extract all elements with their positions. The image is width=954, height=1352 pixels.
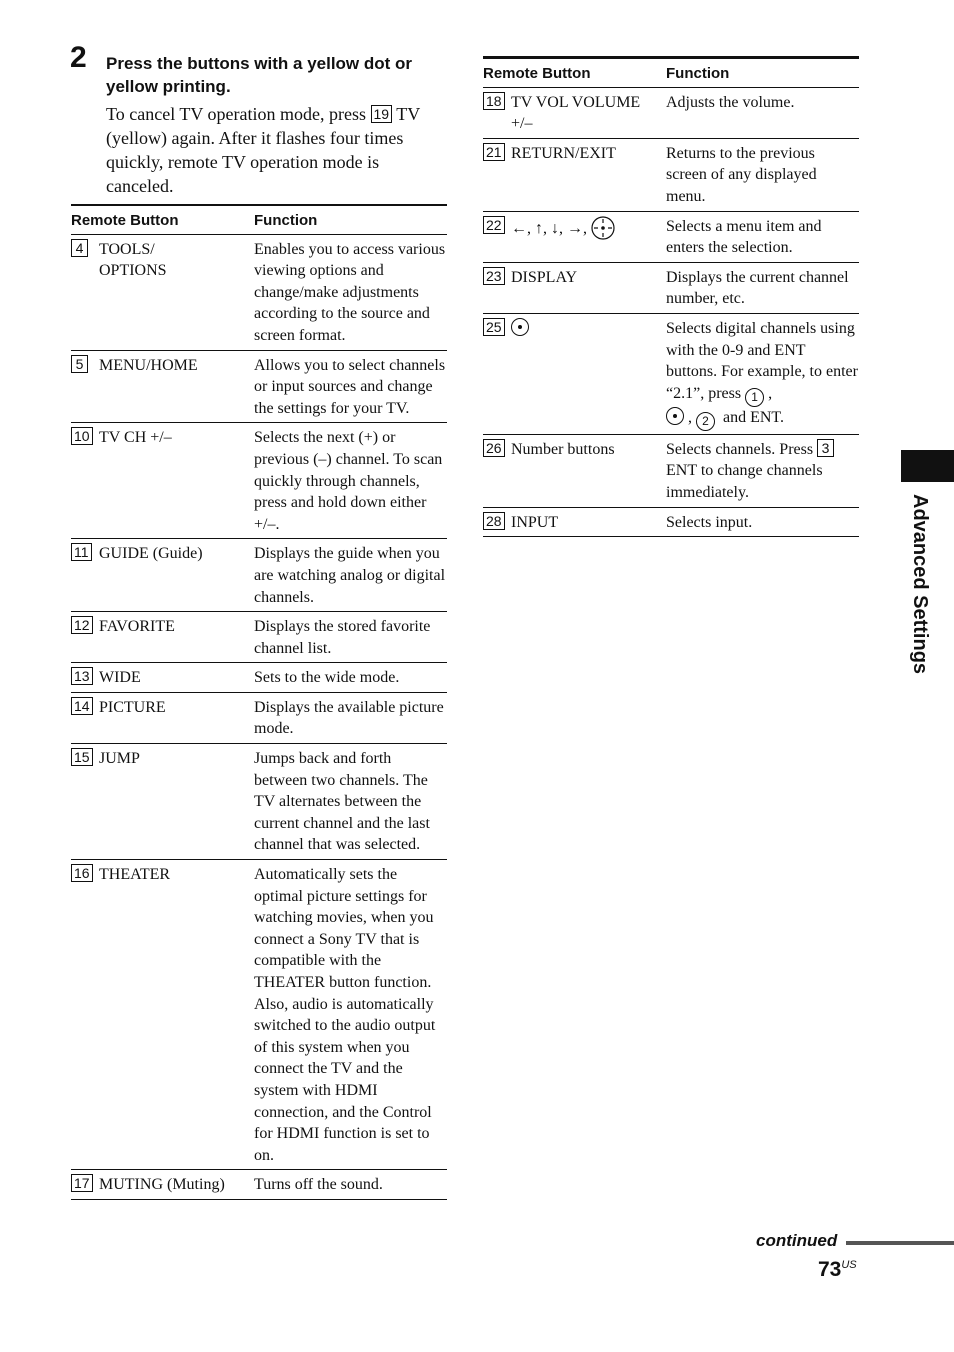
step-number: 2	[70, 41, 87, 74]
remote-button-table-right	[483, 56, 859, 537]
function-part: and ENT.	[723, 408, 785, 426]
table-row	[71, 860, 447, 1170]
button-ref-19: 19	[371, 105, 393, 123]
table-row	[71, 692, 447, 743]
button-label: JUMP	[99, 750, 140, 768]
function-text: Displays the available picture mode.	[254, 692, 447, 743]
step-body	[106, 102, 451, 198]
joystick-enter-icon	[591, 216, 615, 240]
function-text: Selects the next (+) or previous (–) channel. To scan quickly through channels, press and hold down either +/–.	[254, 423, 447, 539]
button-label: WIDE	[99, 669, 141, 687]
step-text-after: TV (yellow) again. After it flashes four times quickly, remote TV operation mode is canceled.	[106, 104, 420, 196]
function-part: Selects digital channels using with the 0-9 and ENT buttons. For example, to enter “2.1”, press	[666, 319, 858, 402]
function-part: ,	[768, 384, 773, 402]
button-number: 25	[483, 318, 505, 336]
table-row	[71, 744, 447, 860]
function-text: Jumps back and forth between two channels. The TV alternates between the current channel and the last channel that was selected.	[254, 744, 447, 860]
button-number: 18	[483, 92, 505, 110]
function-text: Selects a menu item and enters the selection.	[666, 211, 859, 262]
section-side-label: Advanced Settings	[909, 494, 931, 675]
button-number: 17	[71, 1174, 93, 1192]
button-label: INPUT	[511, 513, 559, 531]
function-text: Sets to the wide mode.	[254, 663, 447, 693]
button-label: FAVORITE	[99, 618, 175, 636]
button-label: MENU/HOME	[99, 356, 198, 374]
function-text: Allows you to select channels or input sources and change the settings for your TV.	[254, 350, 447, 423]
button-label: GUIDE (Guide)	[99, 545, 203, 563]
function-part: ,	[688, 408, 692, 426]
header-remote-button: Remote Button	[483, 58, 666, 88]
table-row	[483, 138, 859, 211]
table-row	[71, 612, 447, 663]
function-text	[666, 434, 859, 507]
function-text: Enables you to access various viewing options and change/make adjustments according to the source and screen format.	[254, 234, 447, 350]
page-number	[818, 1258, 857, 1282]
header-function: Function	[254, 205, 447, 234]
header-remote-button: Remote Button	[71, 205, 254, 234]
button-number: 4	[71, 239, 88, 257]
function-text	[666, 313, 859, 434]
function-text: Turns off the sound.	[254, 1170, 447, 1200]
function-text: Returns to the previous screen of any displayed menu.	[666, 138, 859, 211]
button-number: 14	[71, 697, 93, 715]
function-part: Selects channels. Press	[666, 440, 814, 458]
table-row	[71, 539, 447, 612]
button-label: MUTING (Muting)	[99, 1176, 225, 1194]
continued-label: continued	[756, 1231, 838, 1250]
button-number: 28	[483, 512, 505, 530]
button-number: 12	[71, 616, 93, 634]
remote-button-table-left	[71, 204, 447, 1200]
button-label: TOOLS/ OPTIONS	[99, 240, 167, 280]
table-row	[71, 423, 447, 539]
button-label: RETURN/EXIT	[511, 144, 616, 162]
table-row	[483, 434, 859, 507]
button-number: 10	[71, 427, 93, 445]
step-text-before: To cancel TV operation mode, press	[106, 104, 366, 124]
step-heading: Press the buttons with a yellow dot or yellow printing.	[106, 54, 413, 96]
button-label: TV VOL VOLUME +/–	[511, 93, 641, 133]
button-ref-3: 3	[817, 439, 834, 457]
number-2-icon: 2	[696, 412, 715, 431]
button-number: 26	[483, 439, 505, 457]
function-text: Automatically sets the optimal picture settings for watching movies, when you connect a Sony TV that is compatible with the THEATER button function. Also, audio is automatically switched to the audio output of this system when you connect the TV and the system with HDMI connection, and the Control for HDMI function is set to on.	[254, 860, 447, 1170]
function-text: Displays the current channel number, etc.	[666, 262, 859, 313]
dot-button-icon	[666, 407, 684, 425]
table-row	[483, 262, 859, 313]
number-1-icon: 1	[745, 388, 764, 407]
button-number: 22	[483, 216, 505, 234]
function-text: Displays the stored favorite channel list.	[254, 612, 447, 663]
button-number: 16	[71, 864, 93, 882]
button-label: Number buttons	[511, 440, 615, 458]
page-number-value: 73	[818, 1258, 842, 1281]
button-label: THEATER	[99, 866, 171, 884]
function-text: Selects input.	[666, 507, 859, 537]
arrow-buttons-label: ←, ↑, ↓, →,	[511, 219, 587, 237]
button-number: 11	[71, 543, 92, 561]
button-number: 15	[71, 748, 93, 766]
function-part: ENT to change channels immediately.	[666, 462, 823, 501]
button-label: PICTURE	[99, 698, 166, 716]
table-row	[483, 313, 859, 434]
table-row	[71, 350, 447, 423]
button-number: 23	[483, 267, 505, 285]
button-label: DISPLAY	[511, 268, 578, 286]
dot-button-icon	[511, 318, 529, 336]
table-row	[483, 87, 859, 138]
table-row	[483, 211, 859, 262]
table-row	[71, 234, 447, 350]
function-text: Displays the guide when you are watching analog or digital channels.	[254, 539, 447, 612]
section-tab-marker	[901, 450, 954, 482]
page-number-suffix: US	[841, 1259, 857, 1271]
table-row	[71, 663, 447, 693]
continued-rule	[846, 1241, 954, 1245]
function-text: Adjusts the volume.	[666, 87, 859, 138]
table-row	[71, 1170, 447, 1200]
header-function: Function	[666, 58, 859, 88]
button-number: 5	[71, 355, 88, 373]
button-label: TV CH +/–	[99, 429, 172, 447]
button-number: 21	[483, 143, 505, 161]
table-row	[483, 507, 859, 537]
button-number: 13	[71, 667, 93, 685]
